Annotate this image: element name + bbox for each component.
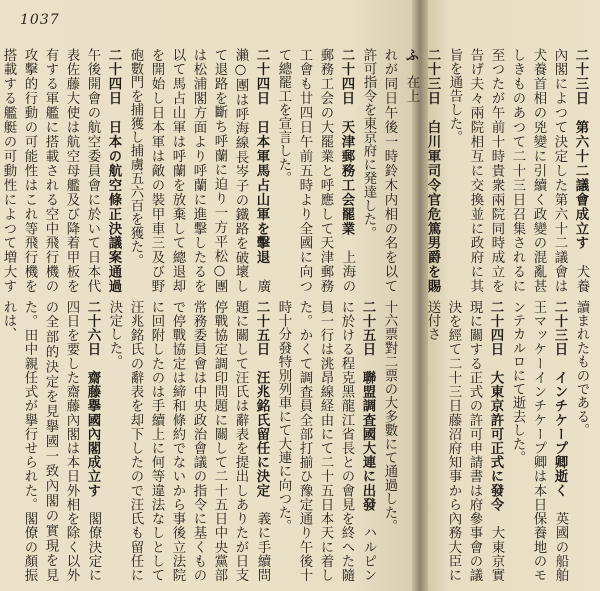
entry-date: 二十四日 [254, 48, 270, 106]
entry-headline: インチケープ卿逝く [552, 370, 568, 498]
entry-date: 二十三日 [573, 48, 589, 106]
right-page-lower-text [425, 300, 592, 582]
chronicle-entry [273, 48, 358, 293]
chronicle-entry [507, 300, 571, 582]
entry-body: 英國の船舶王マッケーインチケープ卿は本日保養地のモンテカルロにて逝去した。 [510, 300, 568, 582]
chronicle-entry [400, 48, 444, 293]
chronicle-entry [104, 300, 273, 582]
entry-headline: 白川軍司令官危篤男爵を賜ふ [403, 48, 441, 294]
chronicle-entry [422, 300, 507, 582]
entry-headline: 汪兆銘氏留任に決定 [254, 370, 270, 498]
right-page-upper-text [403, 48, 592, 294]
entry-body: 上海の郵務工会の大罷業と呼應して天津郵務工會も廿四日午前五時より全國に向つて總罷工を宣言した。 [276, 48, 355, 294]
entry-body: 大東京實現に關する正式の許可申請書は府參事會の議決を經て二十三日藤沼府知事から內務大臣に送付さ [425, 300, 504, 582]
entry-date: 二十三日 [425, 48, 441, 106]
chronicle-entry [444, 48, 592, 293]
entry-headline: 日本の航空條正決議案通過 [106, 120, 122, 294]
entry-body: 廣瀨○團は呼海線長岑子の鐵路を破壞して退路を斷ち呼蘭に迫り一方平松○團は松浦閣方面より呼蘭に進擊したるを以て馬占山軍は呼蘭を放棄して總退却を開始し日本軍は敵の裝甲車三及び野砲數門を捕獲し捕虜五六百を獲た。 [128, 48, 270, 294]
entry-body: 犬養內閣によつて決定した第六十二議會は犬養首相の兇變に引續く政變の混亂甚しきものあつて二十三日召集されるに至つたが午前十時貴衆兩院同時成立を告げ夫々兩院相互に交換並に政府に其旨を通告した。 [447, 48, 589, 294]
entry-date: 二十六日 [85, 300, 101, 357]
chronicle-entry [0, 300, 104, 582]
page-number: 1037 [20, 12, 60, 28]
entry-headline: 天津郵務工会罷業 [339, 120, 355, 236]
entry-date: 二十三日 [552, 300, 568, 357]
entry-date: 二十四日 [339, 48, 355, 106]
entry-body: 閣僚決定に四日を要した齋藤內閣は本日外相を除く以外の全部的決定を見擧國一致內閣の實現を見た。田中親任式が擧行せられた。閣僚の顏振れは、 [1, 300, 101, 582]
right-page [403, 0, 600, 591]
entry-headline: 日本軍馬占山軍を擊退 [254, 120, 270, 265]
chronicle-entry [273, 300, 379, 582]
entry-headline: 第六十二議會成立す [573, 120, 589, 251]
continued-text: れが同日午後一時鈴木内相の名を以て許可指令を東京府に発達した。 [361, 48, 397, 293]
entry-date: 二十四日 [106, 48, 122, 106]
left-page-upper-text [1, 48, 400, 294]
entry-body: 午後開會の航空委員會に於いて日本代表佐藤大使は航空母艦及び降着甲板を有する軍艦に搭載される空中飛行機の攻擊的行動の可能性はこれ等飛行機を搭載する艦艇の可動性によつて増大す [1, 48, 100, 293]
entry-date: 二十五日 [254, 300, 270, 357]
chronicle-entry [0, 48, 125, 293]
entry-body: 義に手續問題に關して汪氏は辭表を提出しありたが日支停戰協定調印問題に關して二十五日中央黨部常務委員會は中央政治會議の指令に基くもので停戰協定は締和條約でないから事後立法院に回附したのは手續上に何等違法なしとして汪兆銘氏の辭表を却下したので汪氏も留任に決定した。 [107, 300, 270, 582]
continued-text: 讀まれたものである。 [574, 300, 589, 437]
entry-body: ハルピンに於ける程克黑龍江省長との會見を終へた隨員一行は洮昂線経由にて二十五日本天に着した。かくて調査員全部打揃ひ豫定通り午後十時十分發特別列車にて大連に向つた。 [276, 300, 376, 582]
continued-text: 十六票對二票の大多數にて通過した。 [382, 300, 397, 533]
left-page-lower-text [1, 300, 400, 582]
entry-headline: 聯盟調査國大連に出發 [360, 370, 376, 512]
entry-headline: 大東京許可正式に發令 [488, 370, 504, 512]
chronicle-entry [125, 48, 273, 293]
entry-headline: 齋藤擧國內閣成立す [85, 370, 101, 498]
entry-date: 二十五日 [360, 300, 376, 357]
entry-body: 在上 [404, 75, 419, 103]
entry-date: 二十四日 [488, 300, 504, 357]
